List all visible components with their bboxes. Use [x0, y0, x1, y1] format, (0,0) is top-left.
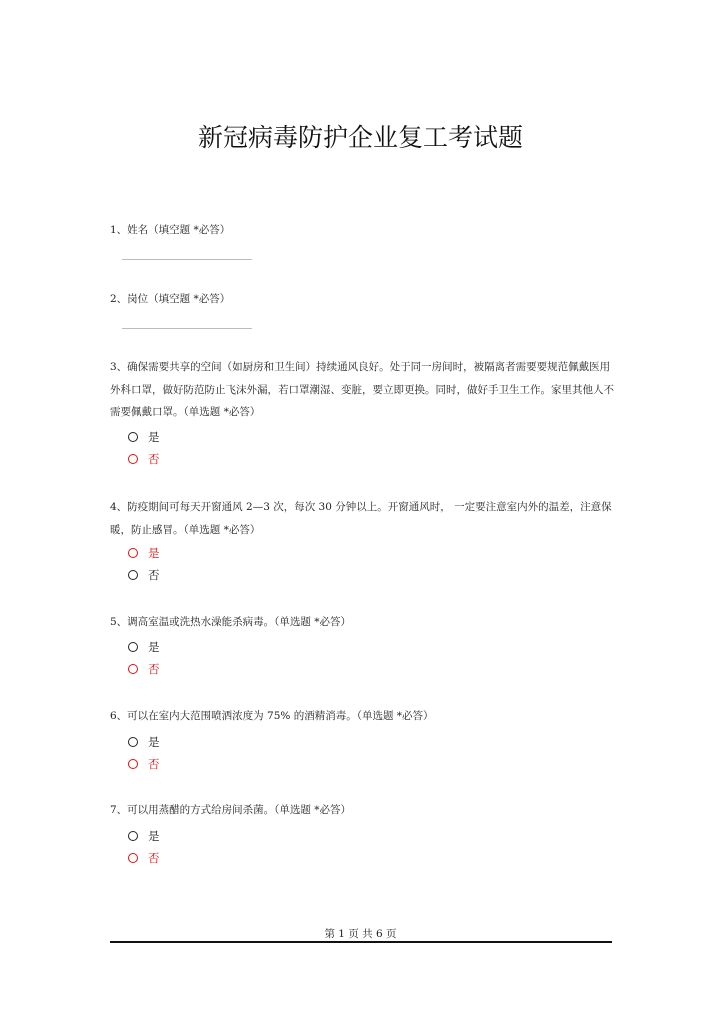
- option-label: 否: [148, 851, 160, 865]
- q6-option-yes[interactable]: [128, 731, 160, 753]
- option-label: 否: [148, 568, 160, 582]
- page-number: 第 1 页 共 6 页: [324, 928, 397, 940]
- q3-option-no[interactable]: [128, 448, 160, 470]
- q4-option-yes[interactable]: [128, 542, 160, 564]
- radio-icon: [128, 853, 138, 863]
- question-5: 5、调高室温或洗热水澡能杀病毒。（单选题 *必答）: [110, 616, 352, 628]
- q7-option-yes[interactable]: [128, 825, 160, 847]
- radio-icon: [128, 759, 138, 769]
- radio-icon: [128, 454, 138, 464]
- page-title: 新冠病毒防护企业复工考试题: [197, 123, 523, 152]
- question-6: 6、可以在室内大范围喷洒浓度为 75% 的酒精消毒。（单选题 *必答）: [110, 710, 434, 722]
- footer-divider: [110, 941, 612, 943]
- radio-icon: [128, 831, 138, 841]
- q6-option-no[interactable]: [128, 753, 160, 775]
- q5-option-no[interactable]: [128, 658, 160, 680]
- radio-icon: [128, 570, 138, 580]
- answer-field-position[interactable]: [122, 328, 252, 329]
- option-label: 否: [148, 662, 160, 676]
- radio-icon: [128, 548, 138, 558]
- question-7: 7、可以用蒸醋的方式给房间杀菌。（单选题 *必答）: [110, 804, 352, 816]
- option-label: 是: [148, 735, 160, 749]
- q7-option-no[interactable]: [128, 847, 160, 869]
- option-label: 是: [148, 829, 160, 843]
- option-label: 是: [148, 640, 160, 654]
- answer-field-name[interactable]: [122, 259, 252, 260]
- q3-option-yes[interactable]: [128, 426, 160, 448]
- option-label: 是: [148, 546, 160, 560]
- question-3: 3、确保需要共享的空间（如厨房和卫生间）持续通风良好。处于同一房间时，被隔离者需要要规范佩戴医用外科口罩，做好防范防止飞沫外漏，若口罩潮湿、变脏，要立即更换。同时，做好手卫生工作。家里其他人不需要佩戴口罩。（单选题 *必答）: [110, 361, 614, 418]
- option-label: 否: [148, 757, 160, 771]
- radio-icon: [128, 432, 138, 442]
- question-2: 2、岗位（填空题 *必答）: [110, 293, 231, 305]
- option-label: 否: [148, 452, 160, 466]
- q4-option-no[interactable]: [128, 564, 160, 586]
- radio-icon: [128, 642, 138, 652]
- option-label: 是: [148, 430, 160, 444]
- q5-option-yes[interactable]: [128, 636, 160, 658]
- radio-icon: [128, 664, 138, 674]
- question-1: 1、姓名（填空题 *必答）: [110, 224, 231, 236]
- radio-icon: [128, 737, 138, 747]
- question-4: 4、防疫期间可每天开窗通风 2—3 次，每次 30 分钟以上。开窗通风时， 一定要注意室内外的温差，注意保暖，防止感冒。（单选题 *必答）: [110, 501, 612, 536]
